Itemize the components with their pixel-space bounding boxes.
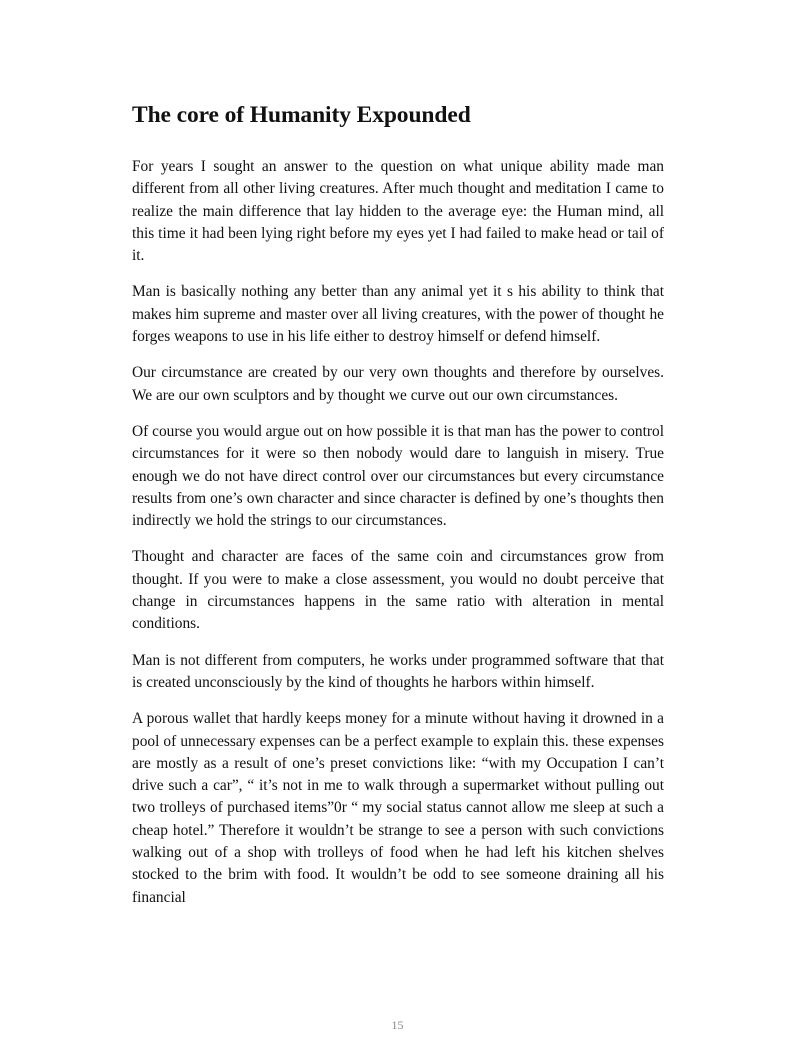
- chapter-title: The core of Humanity Expounded: [132, 102, 471, 128]
- paragraph-1: For years I sought an answer to the question on what unique ability made man different from all other living creatures. After much thought and meditation I came to realize the main difference that lay hidden to the average eye: the Human mind, all this time it had been lying right before my eyes yet I had failed to make head or tail of it.: [132, 158, 664, 265]
- paragraph-6: Man is not different from computers, he works under programmed software that that is created unconsciously by the kind of thoughts he harbors within himself.: [132, 651, 664, 691]
- paragraph-4: Of course you would argue out on how possible it is that man has the power to control circumstances for it were so then nobody would dare to languish in misery. True enough we do not have direct control over our circumstances but every circumstance results from one’s own character and since character is defined by one’s thoughts then indirectly we hold the strings to our circumstances.: [132, 422, 664, 530]
- paragraph-7: A porous wallet that hardly keeps money for a minute without having it drowned in a pool of unnecessary expenses can be a perfect example to explain this. these expenses are mostly as a result of one’s preset convictions like: “with my Occupation I can’t drive such a car”, “ it’s not in me to walk through a supermarket without pulling out two trolleys of purchased items”0r “ my social status cannot allow me sleep at such a cheap hotel.” Therefore it wouldn’t be strange to see a person with such convictions walking out of a shop with trolleys of food when he had left his kitchen shelves stocked to the brim with food. It wouldn’t be odd to see someone draining all his financial: [132, 710, 664, 906]
- page-content: [132, 100, 664, 923]
- paragraph-2: Man is basically nothing any better than any animal yet it s his ability to think that makes him supreme and master over all living creatures, with the power of thought he forges weapons to use in his life either to destroy himself or defend himself.: [132, 283, 664, 346]
- paragraph-5: Thought and character are faces of the same coin and circumstances grow from thought. If you were to make a close assessment, you would no doubt perceive that change in circumstances happens in the same ratio with alteration in mental conditions.: [132, 548, 664, 633]
- page-number: 15: [391, 1018, 404, 1032]
- paragraph-3: Our circumstance are created by our very own thoughts and therefore by ourselves. We are our own sculptors and by thought we curve out our own circumstances.: [132, 364, 664, 404]
